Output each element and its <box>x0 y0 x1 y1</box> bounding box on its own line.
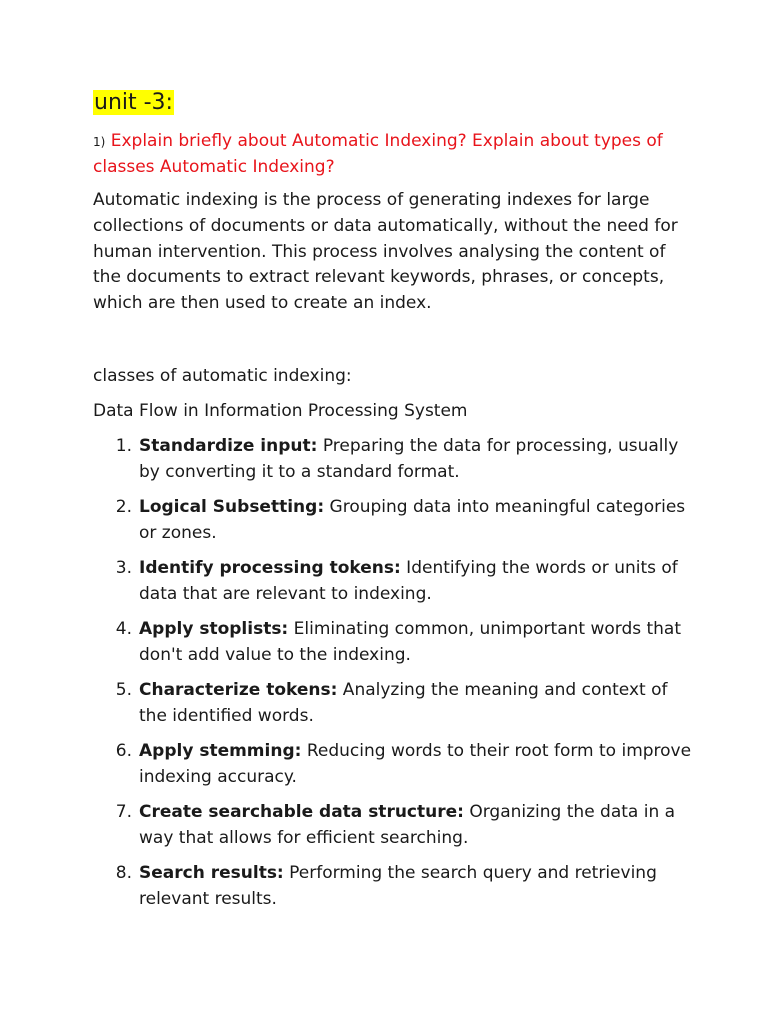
steps-list <box>93 434 693 922</box>
list-item <box>93 739 693 790</box>
question-number: 1) <box>93 135 106 149</box>
step-desc: Preparing the data for processing, usually by converting it to a standard format. <box>139 436 679 482</box>
question-text: Explain briefly about Automatic Indexing? Explain about types of classes Automatic Indexing? <box>93 131 663 177</box>
step-term: Standardize input: <box>139 436 318 456</box>
step-term: Apply stemming: <box>139 741 302 761</box>
list-item <box>93 861 693 912</box>
step-number: 5. <box>115 680 132 700</box>
list-item <box>93 617 693 668</box>
step-number: 7. <box>115 802 132 822</box>
step-desc: Organizing the data in a way that allows for efficient searching. <box>139 802 676 848</box>
question <box>93 129 693 180</box>
list-item <box>93 495 693 546</box>
step-desc: Performing the search query and retrieving relevant results. <box>139 863 657 909</box>
step-term: Apply stoplists: <box>139 619 289 639</box>
step-desc: Analyzing the meaning and context of the identified words. <box>139 680 668 726</box>
step-term: Search results: <box>139 863 284 883</box>
list-item <box>93 556 693 607</box>
step-term: Create searchable data structure: <box>139 802 464 822</box>
step-term: Characterize tokens: <box>139 680 338 700</box>
step-desc: Grouping data into meaningful categories or zones. <box>139 497 686 543</box>
unit-title-highlight: unit -3: <box>94 90 173 115</box>
list-item <box>93 434 693 485</box>
unit-title <box>93 88 174 118</box>
step-desc: Eliminating common, unimportant words that don't add value to the indexing. <box>139 619 682 665</box>
step-term: Logical Subsetting: <box>139 497 325 517</box>
step-number: 4. <box>115 619 132 639</box>
step-number: 1. <box>115 436 132 456</box>
step-number: 3. <box>115 558 132 578</box>
step-number: 6. <box>115 741 132 761</box>
step-number: 8. <box>115 863 132 883</box>
step-term: Identify processing tokens: <box>139 558 401 578</box>
step-number: 2. <box>115 497 132 517</box>
list-item <box>93 800 693 851</box>
step-desc: Identifying the words or units of data that are relevant to indexing. <box>139 558 678 604</box>
list-item <box>93 678 693 729</box>
flow-heading: Data Flow in Information Processing System <box>93 401 468 421</box>
intro-paragraph: Automatic indexing is the process of generating indexes for large collections of documents or data automatically, without the need for human intervention. This process involves analysing the content of the documents to extract relevant keywords, phrases, or concepts, which are then used to create an index. <box>93 190 678 314</box>
step-desc: Reducing words to their root form to improve indexing accuracy. <box>139 741 692 787</box>
classes-heading: classes of automatic indexing: <box>93 366 352 386</box>
